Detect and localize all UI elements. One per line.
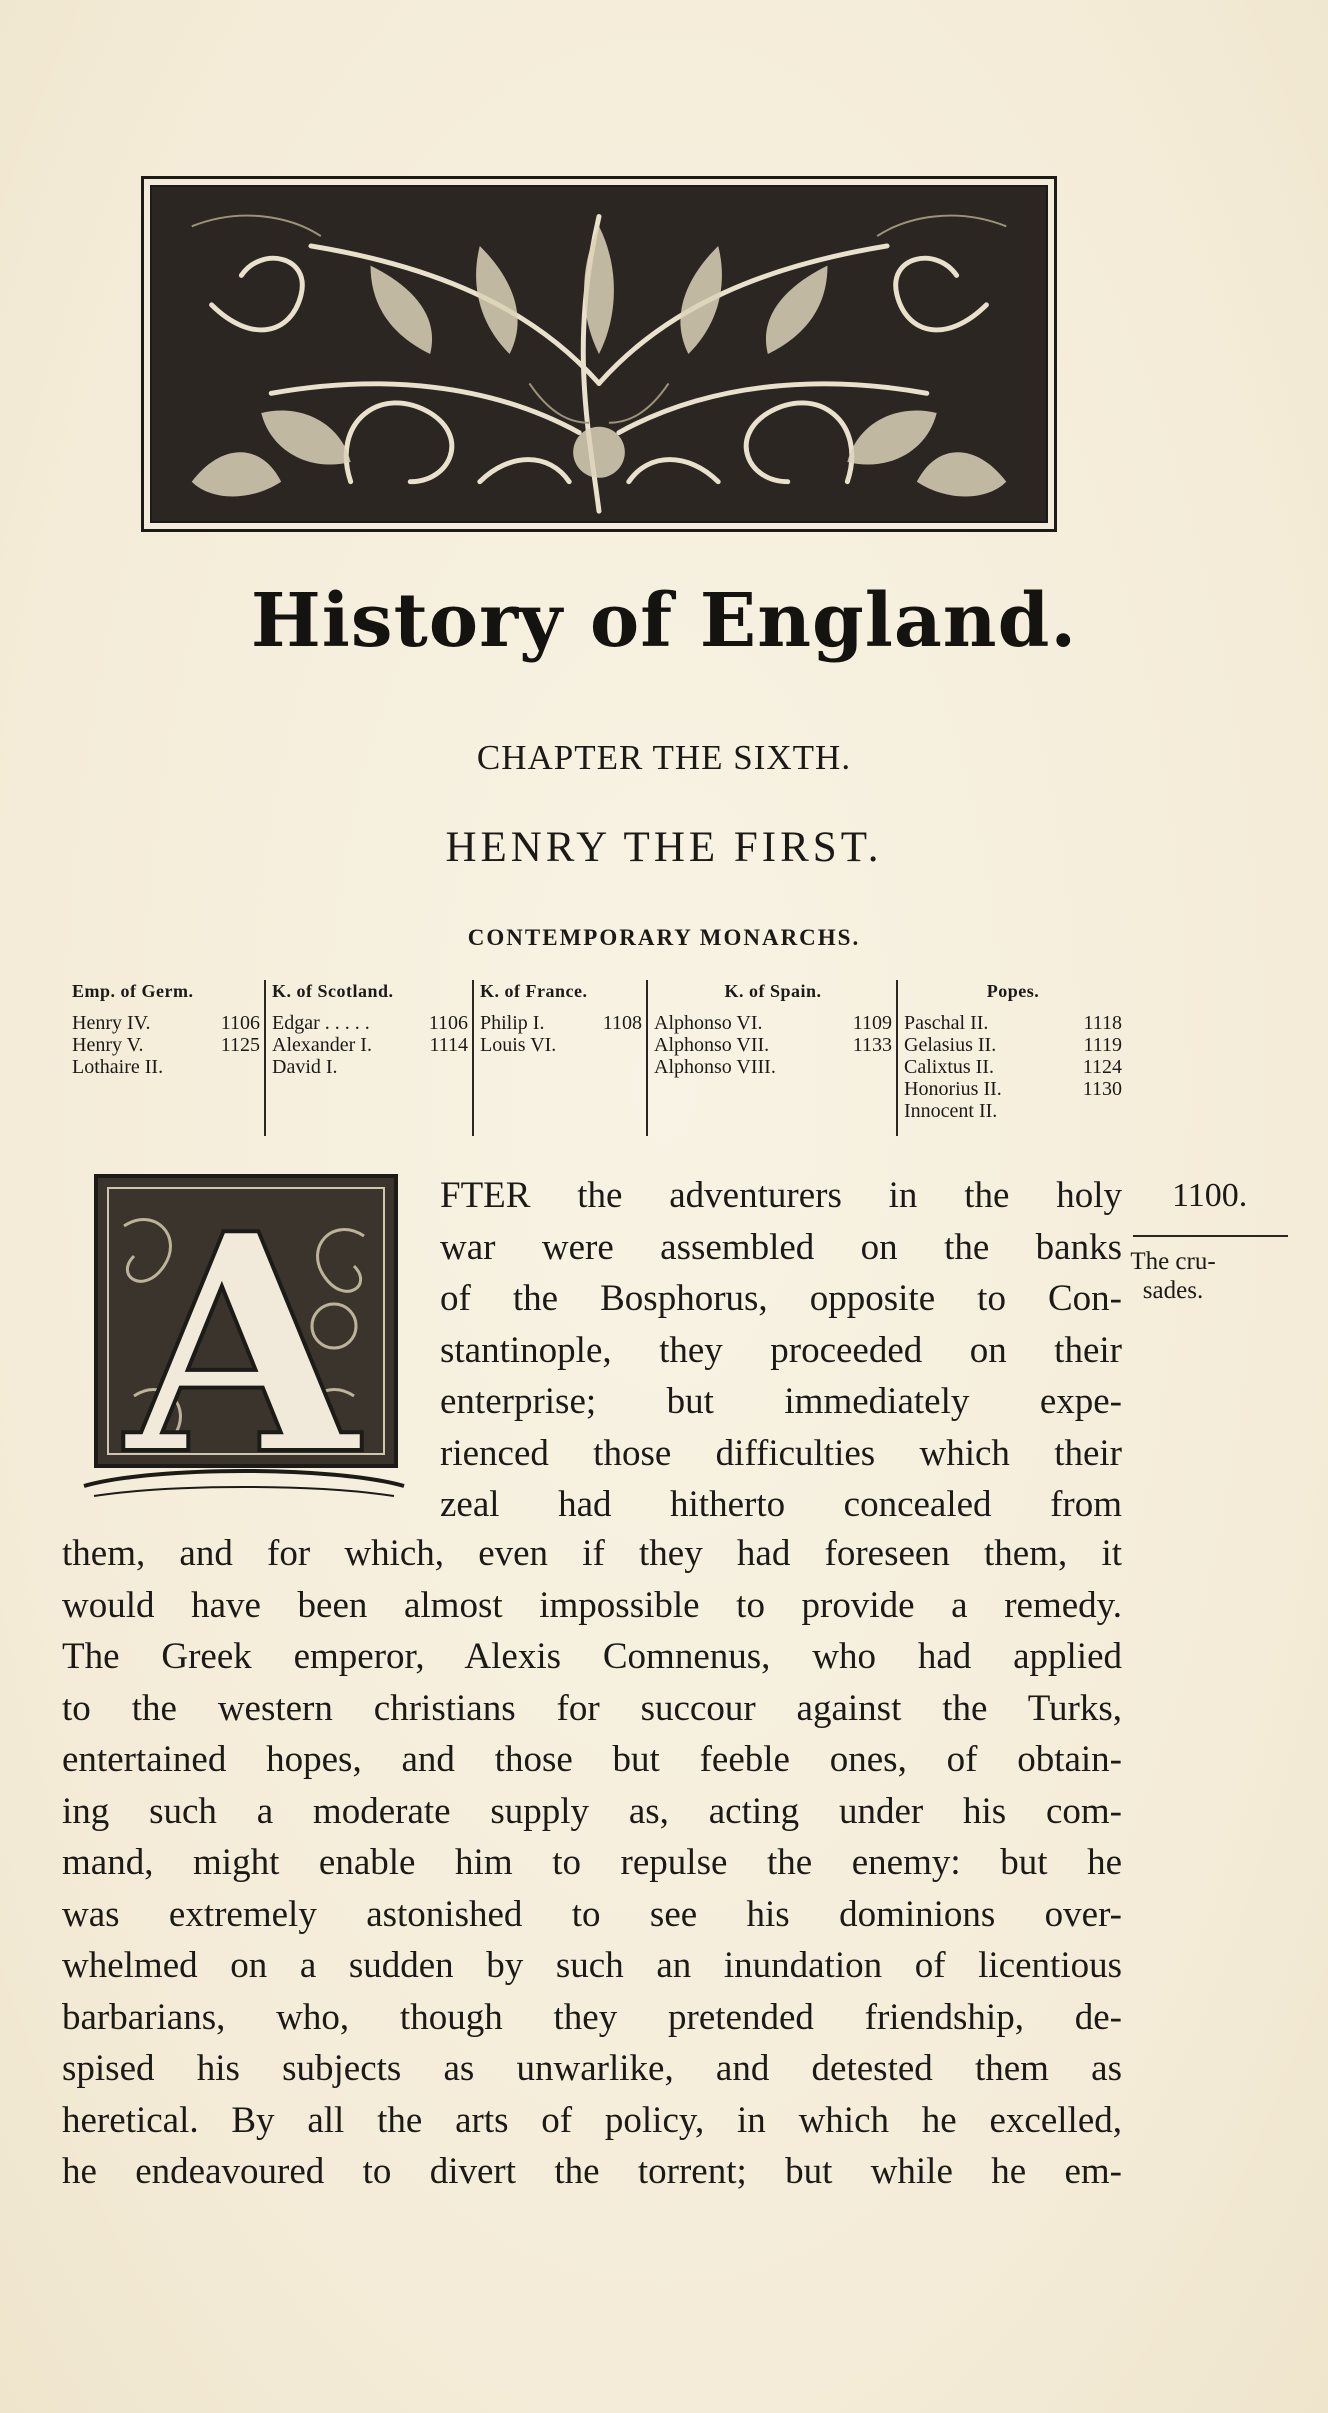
text-line: barbarians, who, though they pretended friendship, de- — [62, 1996, 1122, 2038]
column-heading: K. of France. — [480, 981, 588, 1001]
text-line: enterprise; but immediately expe- — [440, 1381, 1122, 1422]
margin-sidenote: The cru- sades. — [1130, 1248, 1216, 1304]
monarch-row: Innocent II. — [904, 1100, 998, 1122]
svg-text:A: A — [125, 1168, 359, 1506]
text-line: he endeavoured to divert the torrent; but while he em- — [62, 2151, 1122, 2192]
text-line: war were assembled on the banks — [440, 1226, 1122, 1268]
ornamental-headpiece — [141, 176, 1057, 532]
monarch-row: Alphonso VIII. — [654, 1056, 776, 1078]
column-heading: Emp. of Germ. — [72, 981, 194, 1001]
monarch-row: Gelasius II. 1119 — [904, 1034, 1122, 1056]
text-line: ing such a moderate supply as, acting under his com- — [62, 1790, 1122, 1832]
margin-divider — [1133, 1235, 1288, 1237]
contemporary-monarchs-heading: CONTEMPORARY MONARCHS. — [467, 925, 861, 950]
text-line: of the Bosphorus, opposite to Con- — [440, 1278, 1122, 1319]
monarch-row: Henry IV. 1106 — [72, 1012, 260, 1034]
monarch-row: Edgar . . . . . 1106 — [272, 1012, 468, 1034]
text-line: to the western christians for succour against the Turks, — [62, 1687, 1122, 1729]
monarch-row: Alphonso VI. 1109 — [654, 1012, 892, 1034]
monarch-column-germany — [66, 980, 264, 1136]
text-line: spised his subjects as unwarlike, and detested them as — [62, 2048, 1122, 2089]
monarch-row: Philip I. 1108 — [480, 1012, 642, 1034]
illuminated-dropcap — [74, 1166, 410, 1506]
text-line: mand, might enable him to repulse the enemy: but he — [62, 1842, 1122, 1883]
text-line: entertained hopes, and those but feeble ones, of obtain- — [62, 1739, 1122, 1780]
monarch-column-france — [472, 980, 646, 1136]
opening-paragraph-lead — [440, 1170, 1122, 1531]
text-line: whelmed on a sudden by such an inundation of licentious — [62, 1945, 1122, 1986]
body-paragraph — [62, 1528, 1122, 2198]
monarch-row: Calixtus II. 1124 — [904, 1056, 1122, 1078]
text-line: The Greek emperor, Alexis Comnenus, who had applied — [62, 1636, 1122, 1677]
column-heading: K. of Scotland. — [272, 981, 394, 1001]
margin-year: 1100. — [1172, 1177, 1248, 1214]
monarch-row: Henry V. 1125 — [72, 1034, 260, 1056]
text-line: FTER the adventurers in the holy — [440, 1175, 1122, 1216]
monarch-column-scotland — [264, 980, 472, 1136]
book-title: History of England. — [250, 578, 1078, 664]
chapter-heading: CHAPTER THE SIXTH. — [476, 738, 852, 777]
monarch-row: Paschal II. 1118 — [904, 1012, 1122, 1034]
monarch-row: David I. — [272, 1056, 338, 1078]
column-heading: K. of Spain. — [724, 981, 822, 1001]
text-line: stantinople, they proceeded on their — [440, 1329, 1122, 1371]
text-line: rienced those difficulties which their — [440, 1432, 1122, 1474]
dropcap-letter-icon — [74, 1166, 410, 1506]
column-heading: Popes. — [986, 981, 1040, 1001]
monarch-row: Louis VI. — [480, 1034, 557, 1056]
text-line: zeal had hitherto concealed from — [440, 1484, 1122, 1525]
text-line: would have been almost impossible to provide a remedy. — [62, 1584, 1122, 1626]
monarch-row: Lothaire II. — [72, 1056, 164, 1078]
monarch-column-popes — [896, 980, 1126, 1136]
monarch-column-spain — [646, 980, 896, 1136]
text-line: heretical. By all the arts of policy, in which he excelled, — [62, 2099, 1122, 2141]
monarch-row: Honorius II. 1130 — [904, 1078, 1122, 1100]
monarch-row: Alphonso VII. 1133 — [654, 1034, 892, 1056]
foliage-ornament-icon — [152, 187, 1046, 521]
monarch-row: Alexander I. 1114 — [272, 1034, 468, 1056]
text-line: was extremely astonished to see his dominions over- — [62, 1893, 1122, 1935]
contemporary-monarchs-table — [66, 980, 1126, 1136]
text-line: them, and for which, even if they had foreseen them, it — [62, 1533, 1122, 1574]
reign-heading: HENRY THE FIRST. — [445, 824, 883, 871]
